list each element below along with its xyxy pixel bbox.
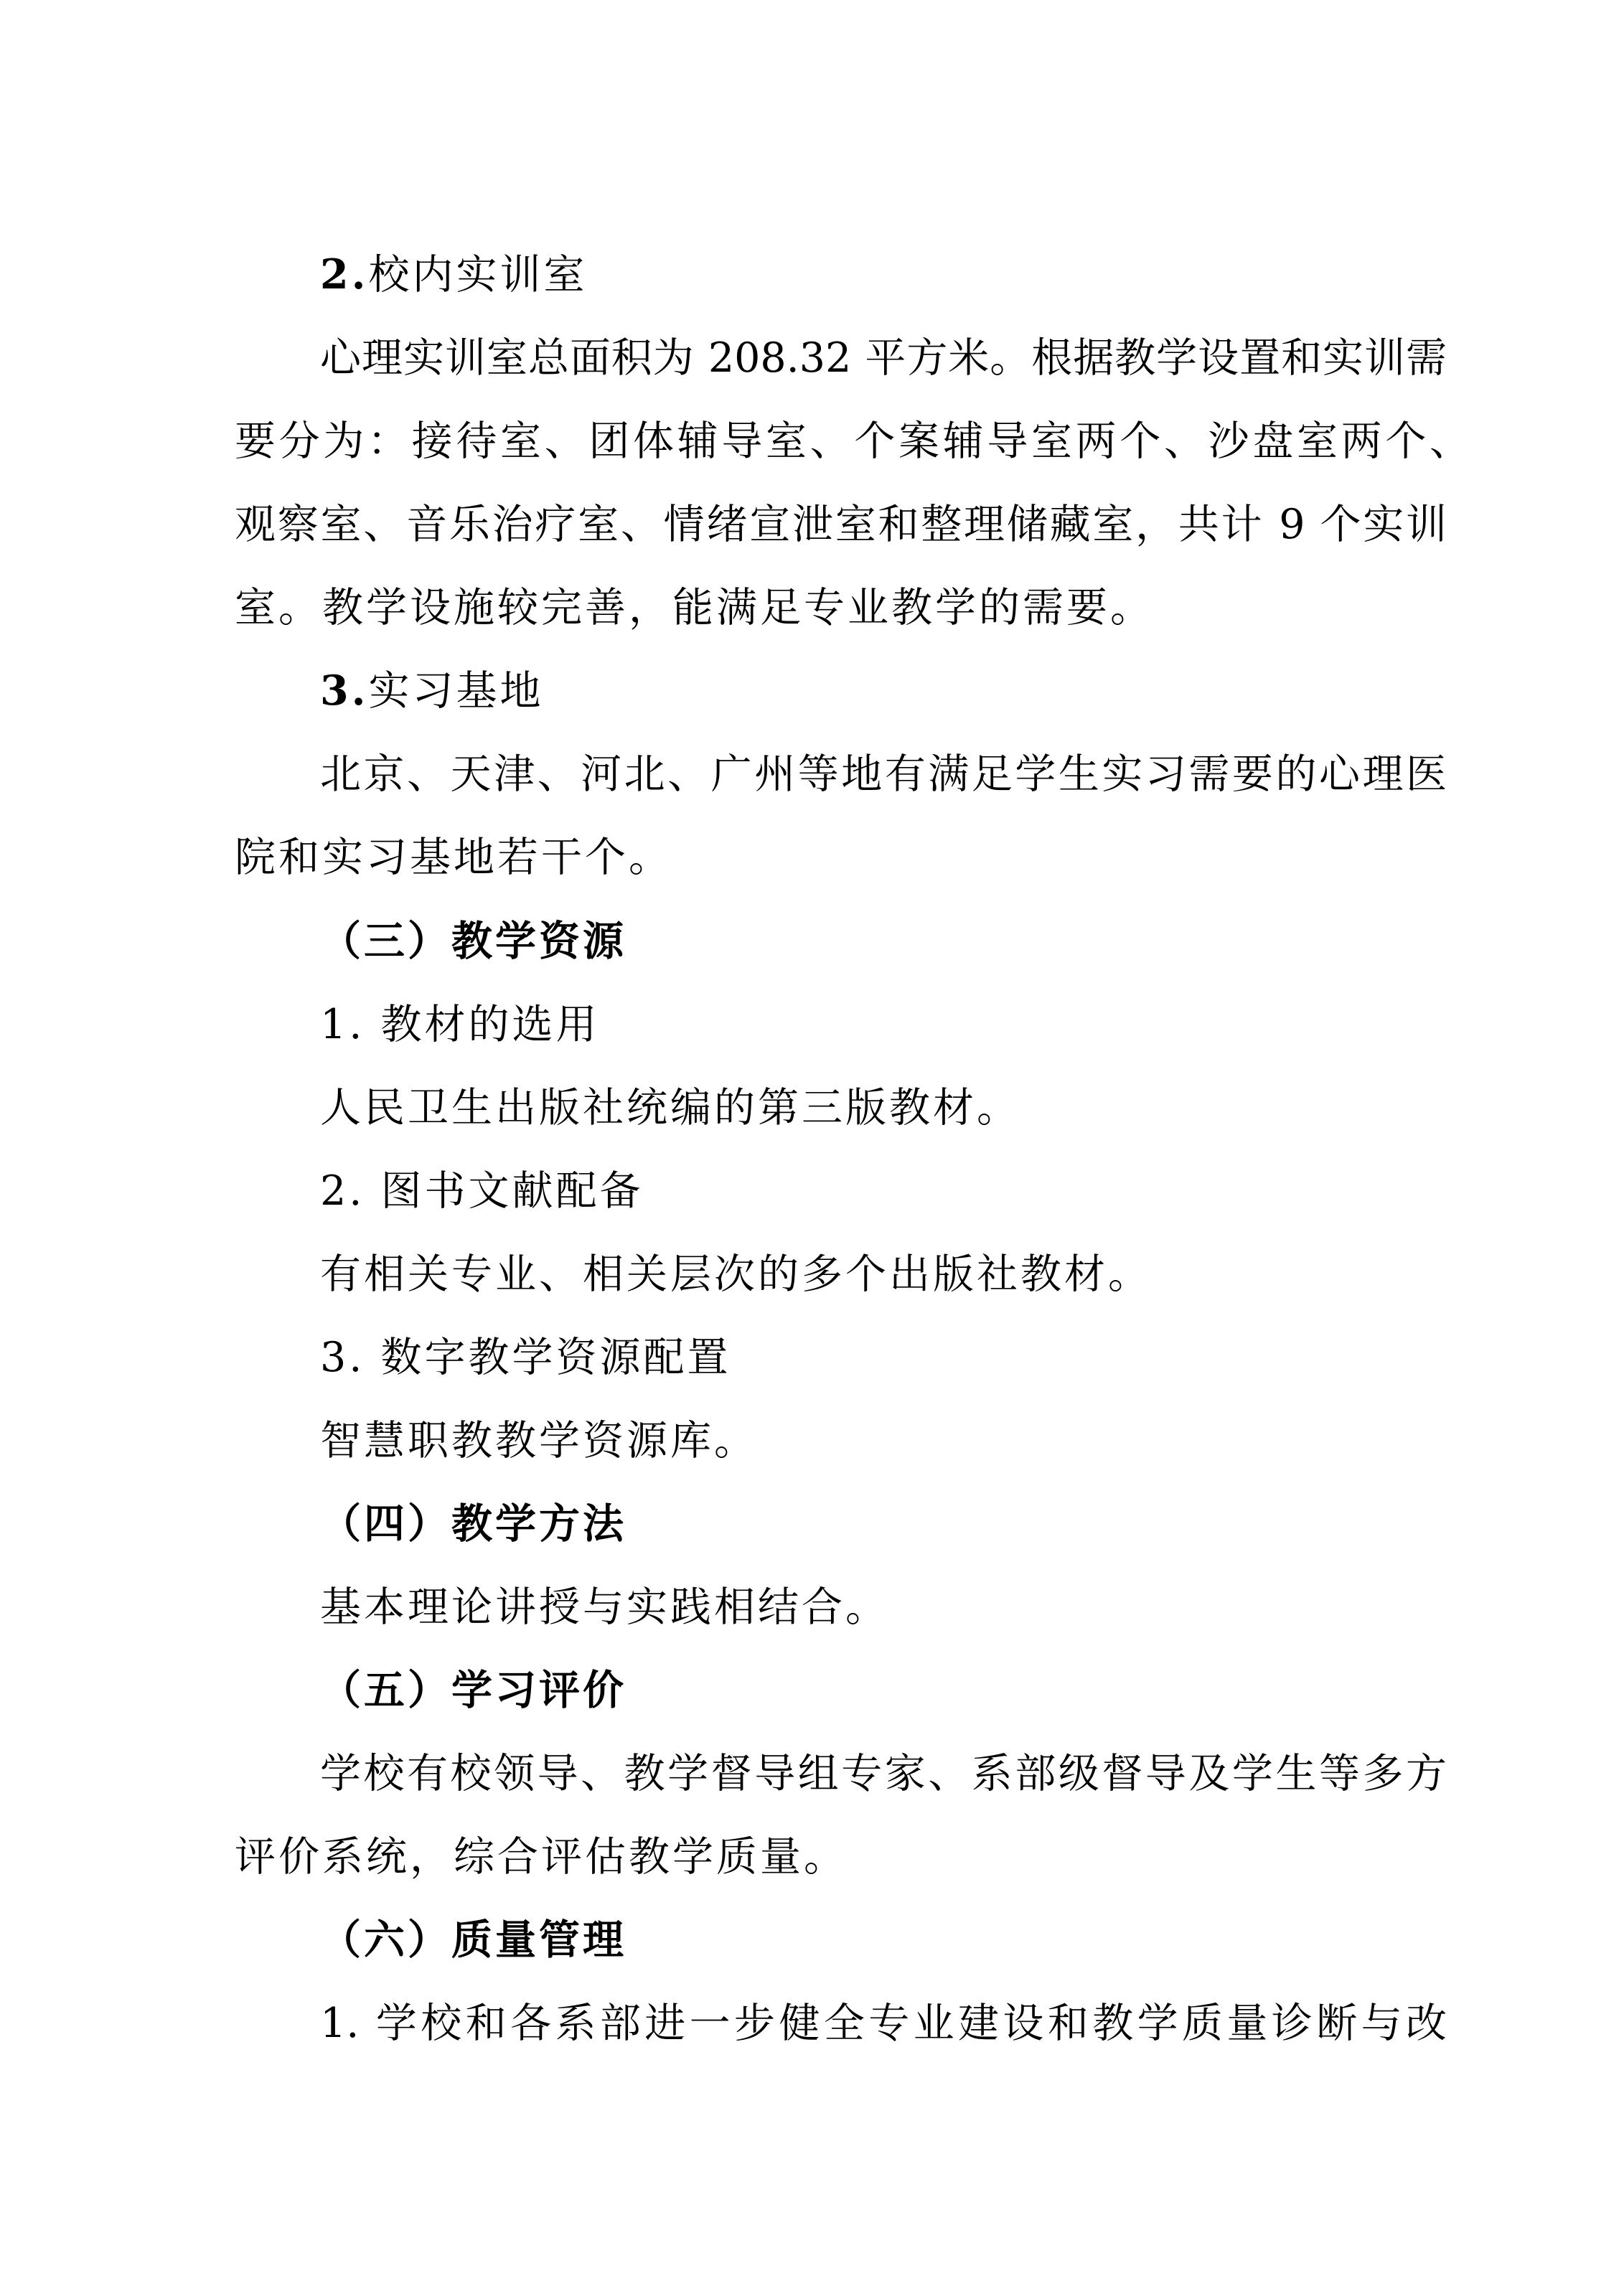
heading-teaching-methods: （四）教学方法	[320, 1500, 626, 1548]
paragraph-teaching-methods: 基本理论讲授与实践相结合。	[320, 1584, 889, 1631]
paragraph-line: 室。教学设施较完善，能满足专业教学的需要。	[235, 584, 1154, 631]
paragraph-line: 1. 学校和各系部进一步健全专业建设和教学质量诊断与改	[320, 2000, 1447, 2047]
item-text-library: 有相关专业、相关层次的多个出版社教材。	[320, 1251, 1152, 1298]
heading-teaching-resources: （三）教学资源	[320, 917, 626, 965]
section-title: 校内实训室	[368, 251, 588, 298]
paragraph-line: 评价系统，综合评估教学质量。	[235, 1833, 848, 1881]
paragraph-line: 北京、天津、河北、广州等地有满足学生实习需要的心理医	[320, 751, 1447, 798]
paragraph-line: 要分为：接待室、团体辅导室、个案辅导室两个、沙盘室两个、	[235, 418, 1470, 465]
section-heading-training-room	[320, 246, 588, 304]
section-title: 实习基地	[368, 667, 544, 715]
item-title-digital: 3. 数字教学资源配置	[320, 1334, 731, 1381]
item-text-digital: 智慧职教教学资源库。	[320, 1417, 758, 1464]
paragraph-line: 观察室、音乐治疗室、情绪宣泄室和整理储藏室，共计 9 个实训	[235, 501, 1447, 548]
section-number: 3.	[320, 667, 369, 715]
heading-learning-evaluation: （五）学习评价	[320, 1666, 626, 1714]
section-heading-internship	[320, 662, 544, 720]
paragraph-line: 院和实习基地若干个。	[235, 834, 672, 881]
section-number: 2.	[320, 250, 369, 298]
item-title-textbook: 1. 教材的选用	[320, 1001, 600, 1048]
paragraph-line: 心理实训室总面积为 208.32 平方米。根据教学设置和实训需	[320, 334, 1447, 382]
item-title-library: 2. 图书文献配备	[320, 1167, 644, 1215]
paragraph-line: 学校有校领导、教学督导组专家、系部级督导及学生等多方	[320, 1750, 1447, 1797]
item-text-textbook: 人民卫生出版社统编的第三版教材。	[320, 1084, 1020, 1131]
heading-quality-management: （六）质量管理	[320, 1916, 626, 1964]
